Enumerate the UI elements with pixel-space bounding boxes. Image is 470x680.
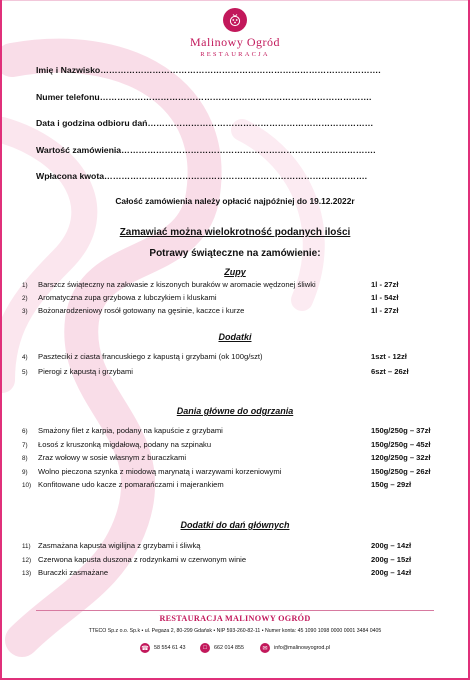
- logo-name: Malinowy Ogród: [190, 35, 280, 49]
- item-number: 5): [22, 369, 28, 376]
- payment-deadline: Całość zamówienia należy opłacić najpóźniej do 19.12.2022r: [115, 196, 355, 206]
- item-name: Zasmażana kapusta wigilijna z grzybami i śliwką: [38, 541, 201, 550]
- restaurant-logo: [2, 8, 468, 58]
- item-number: 10): [22, 482, 32, 489]
- email-icon: ✉: [260, 643, 270, 653]
- item-price: 150g/250g – 45zł: [371, 440, 431, 449]
- phone-field[interactable]: Numer telefonu………………………………………………………………………………….: [36, 91, 372, 102]
- contact-email[interactable]: [260, 643, 330, 653]
- item-number: 11): [22, 543, 31, 550]
- item-number: 9): [22, 469, 28, 476]
- logo-subtitle: RESTAURACJA: [200, 51, 270, 58]
- item-price: 200g – 14zł: [371, 541, 412, 550]
- item-number: 7): [22, 442, 28, 449]
- mobile-icon: □: [200, 643, 210, 653]
- item-price: 150g/250g – 37zł: [371, 426, 431, 435]
- item-name: Buraczki zasmażane: [38, 568, 109, 577]
- contact-mobile[interactable]: [200, 643, 244, 653]
- item-name: Paszteciki z ciasta francuskiego z kapustą i grzybami (ok 100g/szt): [38, 352, 263, 361]
- item-number: 12): [22, 557, 32, 564]
- item-number: 6): [22, 428, 28, 435]
- item-price: 200g – 14zł: [371, 568, 412, 577]
- item-name: Barszcz świąteczny na zakwasie z kiszonych buraków w aromacie wędzonej śliwki: [38, 280, 316, 289]
- paid-amount-field[interactable]: Wpłacona kwota……………………………………………………………………………….: [36, 171, 368, 181]
- item-name: Wolno pieczona szynka z miodową marynatą i warzywami korzeniowymi: [38, 467, 282, 476]
- menu-item: [22, 367, 422, 379]
- item-price: 150g/250g – 26zł: [371, 467, 431, 476]
- item-number: 3): [22, 308, 28, 315]
- item-price: 200g – 15zł: [371, 555, 412, 564]
- item-name: Pierogi z kapustą i grzybami: [38, 367, 133, 376]
- item-number: 1): [22, 282, 28, 289]
- section-mains: Dania główne do odgrzania: [176, 406, 294, 416]
- menu-item: [22, 293, 422, 305]
- order-value-field[interactable]: Wartość zamówienia…………………………………………………………………………….: [36, 144, 376, 155]
- top-divider: [2, 0, 468, 1]
- menu-item: [22, 280, 422, 292]
- section-soups: Zupy: [224, 267, 246, 277]
- item-price: 1l - 27zł: [371, 280, 399, 289]
- footer-divider: [36, 610, 434, 611]
- section-sides: Dodatki do dań głównych: [180, 520, 290, 530]
- menu-item: [22, 541, 422, 553]
- item-name: Aromatyczna zupa grzybowa z lubczykiem i kluskami: [38, 293, 217, 302]
- footer-contacts: [140, 643, 380, 655]
- orders-heading: Potrawy świąteczne na zamówienie:: [149, 248, 321, 259]
- item-name: Bożonarodzeniowy rosół gotowany na gęsinie, kaczce i kurze: [38, 306, 245, 315]
- item-number: 4): [22, 354, 28, 361]
- menu-item: [22, 453, 431, 465]
- menu-item: [22, 480, 422, 492]
- multiples-note: Zamawiać można wielokrotność podanych ilości: [119, 227, 351, 238]
- item-price: 6szt – 26zł: [371, 367, 409, 376]
- item-price: 150g – 29zł: [371, 480, 412, 489]
- pickup-datetime-field[interactable]: Data i godzina odbioru dań……………………………………………………………………: [36, 118, 374, 128]
- item-name: Czerwona kapusta duszona z rodzynkami w czerwonym winie: [38, 555, 247, 564]
- menu-item: [22, 426, 431, 438]
- raspberry-logo-icon: [223, 8, 247, 32]
- menu-item: [22, 352, 422, 364]
- item-number: 13): [22, 570, 32, 577]
- menu-item: [22, 555, 422, 567]
- customer-fields: [36, 65, 416, 198]
- footer-title: RESTAURACJA MALINOWY OGRÓD: [159, 614, 311, 623]
- item-name: Łosoś z kruszonką migdałową, podany na szpinaku: [38, 440, 212, 449]
- item-price: 1l - 54zł: [371, 293, 399, 302]
- mobile-number: 662 014 855: [214, 645, 244, 651]
- name-field[interactable]: Imię i Nazwisko…………………………………………………………………………………….: [36, 65, 381, 75]
- contact-phone[interactable]: [140, 643, 185, 653]
- phone-number: 58 554 61 43: [154, 645, 186, 651]
- item-number: 2): [22, 295, 28, 302]
- email-address: info@malinowyogrod.pl: [274, 645, 331, 651]
- phone-icon: ☎: [140, 643, 150, 653]
- item-number: 8): [22, 455, 28, 462]
- item-name: Smażony filet z karpia, podany na kapuście z grzybami: [38, 426, 223, 435]
- menu-item: [22, 440, 431, 452]
- menu-item: [22, 568, 422, 580]
- item-price: 1szt - 12zł: [371, 352, 407, 361]
- section-extras: Dodatki: [218, 332, 252, 342]
- item-price: 1l - 27zł: [371, 306, 399, 315]
- item-price: 120g/250g – 32zł: [371, 453, 431, 462]
- item-name: Zraz wołowy w sosie własnym z buraczkami: [38, 453, 187, 462]
- item-name: Konfitowane udo kacze z pomarańczami i majerankiem: [38, 480, 224, 489]
- menu-item: [22, 467, 431, 479]
- footer-address: TTECO Sp.z o.o. Sp.k • ul. Pegaza 2, 80-299 Gdańsk • NIP 593-260-82-11 • Numer konta: 45 1090 1098 0000 0001 3484 0405: [88, 628, 382, 634]
- menu-item: [22, 306, 422, 318]
